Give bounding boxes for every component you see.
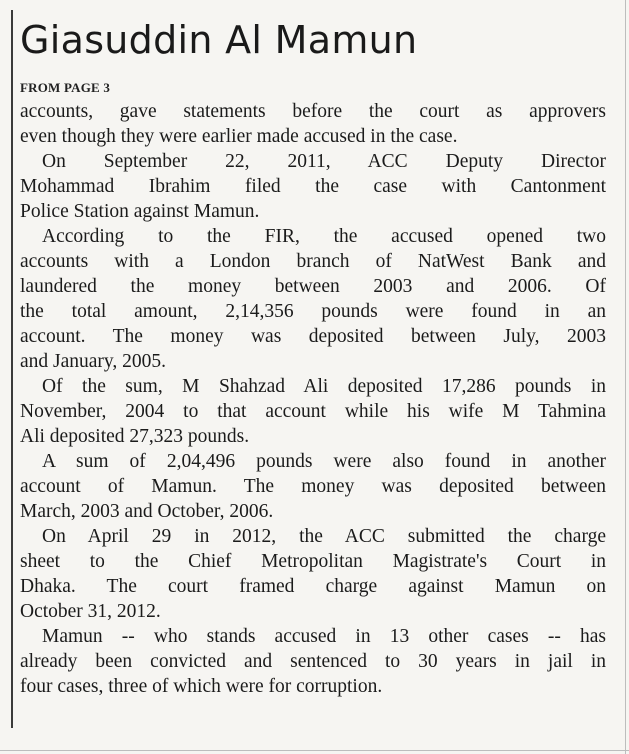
body-line: already been convicted and sentenced to 30 years in jail in (20, 651, 606, 672)
body-line: A sum of 2,04,496 pounds were also found in another (42, 451, 606, 472)
body-line: November, 2004 to that account while his wife M Tahmina (20, 401, 606, 422)
body-line: sheet to the Chief Metropolitan Magistrate's Court in (20, 551, 606, 572)
body-line: accounts with a London branch of NatWest Bank and (20, 251, 606, 272)
body-line: Police Station against Mamun. (20, 201, 260, 222)
page-edge-right (625, 0, 626, 754)
body-line: account of Mamun. The money was deposited between (20, 476, 606, 497)
body-line: According to the FIR, the accused opened two (42, 226, 606, 247)
jump-line: FROM PAGE 3 (20, 80, 111, 95)
body-line: and January, 2005. (20, 351, 167, 372)
body-line: March, 2003 and October, 2006. (20, 501, 274, 522)
body-line: Of the sum, M Shahzad Ali deposited 17,286 pounds in (42, 376, 606, 397)
article-body (20, 99, 606, 699)
body-line: the total amount, 2,14,356 pounds were found in an (20, 301, 606, 322)
headline: Giasuddin Al Mamun (20, 18, 418, 62)
body-line: On September 22, 2011, ACC Deputy Director (42, 151, 606, 172)
body-line: laundered the money between 2003 and 2006. Of (20, 276, 606, 297)
column-rule-left (11, 10, 13, 728)
body-line: Ali deposited 27,323 pounds. (20, 426, 250, 447)
body-line: Mamun -- who stands accused in 13 other cases -- has (42, 626, 606, 647)
body-line: Mohammad Ibrahim filed the case with Cantonment (20, 176, 606, 197)
page-edge-bottom (0, 750, 629, 751)
body-line: October 31, 2012. (20, 601, 161, 622)
body-line: On April 29 in 2012, the ACC submitted the charge (42, 526, 606, 547)
body-line: four cases, three of which were for corruption. (20, 676, 383, 697)
body-line: Dhaka. The court framed charge against Mamun on (20, 576, 606, 597)
body-line: accounts, gave statements before the court as approvers (20, 101, 606, 122)
body-line: account. The money was deposited between July, 2003 (20, 326, 606, 347)
body-line: even though they were earlier made accused in the case. (20, 126, 458, 147)
